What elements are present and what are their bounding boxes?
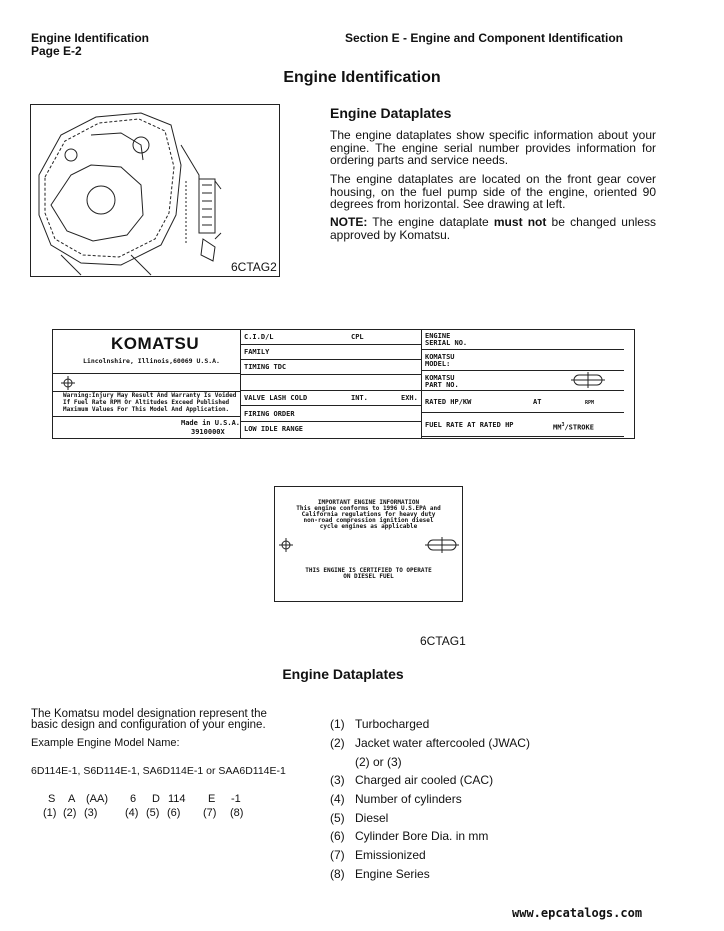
code-letter: D [152, 793, 160, 805]
dataplates-note [330, 216, 656, 241]
plate-made-in: Made in U.S.A. [181, 419, 241, 427]
emissions-line-6: THIS ENGINE IS CERTIFIED TO OPERATE [305, 567, 432, 574]
stroke-label: /STROKE [564, 423, 594, 432]
legend-num: (4) [330, 792, 345, 806]
code-number: (1) [43, 807, 57, 819]
dataplates-paragraph-1: The engine dataplates show specific information about your engine. The engine serial number provides information for ordering parts and service needs. [330, 128, 656, 167]
field-at: AT [533, 398, 542, 406]
legend-item [330, 717, 429, 731]
legend-num: (8) [330, 867, 345, 881]
emissions-line-7: ON DIESEL FUEL [343, 573, 394, 580]
field-timing: TIMING TDC [244, 363, 287, 371]
legend-num: (6) [330, 829, 345, 843]
field-exh: EXH. [401, 394, 418, 402]
note-text-a: The engine dataplate [367, 215, 494, 229]
watermark-link[interactable]: www.epcatalogs.com [512, 906, 643, 920]
field-stroke [553, 421, 594, 431]
field-model-a: KOMATSU [425, 353, 455, 361]
legend-text: Cylinder Bore Dia. in mm [355, 829, 489, 843]
legend-text: Jacket water aftercooled (JWAC) [355, 736, 530, 750]
legend-text: Turbocharged [355, 717, 430, 731]
stroke-sup: 3 [561, 422, 565, 428]
section-heading: Engine Dataplates [282, 666, 404, 682]
legend-item [330, 867, 430, 881]
mounting-hole-icon [61, 376, 75, 390]
note-label: NOTE: [330, 215, 368, 229]
figure-label: 6CTAG1 [420, 634, 466, 648]
code-number: (6) [167, 807, 181, 819]
engine-gear-cover-illustration [31, 105, 279, 276]
plate-warning: Warning:Injury May Result And Warranty Is Voided If Fuel Rate RPM Or Altitudes Exceed Published Maximum Values For This Model And Application. [63, 392, 237, 413]
field-part-b: PART NO. [425, 381, 459, 389]
field-valve-lash: VALVE LASH COLD [244, 394, 308, 402]
emissions-line-3: California regulations for heavy duty [301, 511, 436, 518]
legend-item [330, 829, 488, 843]
legend-item [330, 736, 530, 750]
example-models: 6D114E-1, S6D114E-1, SA6D114E-1 or SAA6D114E-1 [31, 765, 286, 777]
code-letter: A [68, 793, 76, 805]
field-firing-order: FIRING ORDER [244, 410, 295, 418]
legend-num: (1) [330, 717, 345, 731]
dataplates-heading: Engine Dataplates [330, 105, 452, 121]
legend-text: (2) or (3) [355, 755, 402, 769]
legend-text: Engine Series [355, 867, 430, 881]
example-label: Example Engine Model Name: [31, 737, 180, 749]
legend-num [330, 755, 355, 769]
legend-text: Diesel [355, 811, 389, 825]
legend-item [330, 773, 493, 787]
field-rpm: RPM [585, 400, 595, 406]
code-letter: -1 [231, 793, 241, 805]
legend-text: Charged air cooled (CAC) [355, 773, 494, 787]
page-number: Page E-2 [31, 44, 82, 58]
plate-part-number: 3910000X [191, 428, 225, 436]
legend-item [330, 755, 402, 769]
komatsu-logo: KOMATSU [111, 334, 200, 353]
slot-hole-icon [425, 537, 459, 553]
legend-item [330, 811, 388, 825]
field-serial-b: SERIAL NO. [425, 339, 468, 347]
slot-hole-icon [571, 372, 605, 388]
plate-address: Lincolnshire, Illinois,60069 U.S.A. [83, 357, 220, 365]
running-header-title: Engine Identification [31, 31, 150, 45]
legend-item [330, 848, 426, 862]
legend-num: (5) [330, 811, 345, 825]
note-emphasis: must not [493, 215, 547, 229]
field-low-idle: LOW IDLE RANGE [244, 425, 304, 433]
code-number: (2) [63, 807, 77, 819]
code-letter: E [208, 793, 216, 805]
code-number: (5) [146, 807, 160, 819]
code-number: (8) [230, 807, 244, 819]
legend-text: Number of cylinders [355, 792, 462, 806]
emissions-line-2: This engine conforms to 1996 U.S.EPA and [296, 505, 441, 512]
code-letter: 6 [130, 793, 137, 805]
field-serial-a: ENGINE [425, 332, 451, 340]
field-family: FAMILY [244, 348, 270, 356]
legend-item [330, 792, 462, 806]
field-rated-hp: RATED HP/KW [425, 398, 472, 406]
legend-text: Emissionized [355, 848, 426, 862]
field-part-a: KOMATSU [425, 374, 455, 382]
dataplates-paragraph-2: The engine dataplates are located on the front gear cover housing, on the fuel pump side of the engine, oriented 90 degrees from horizontal. See drawing at left. [330, 172, 656, 211]
emissions-dataplate [274, 486, 463, 602]
legend-num: (7) [330, 848, 345, 862]
code-number: (3) [84, 807, 98, 819]
code-number: (7) [203, 807, 217, 819]
field-fuel-rate: FUEL RATE AT RATED HP [425, 421, 514, 429]
designation-intro: The Komatsu model designation represent the basic design and configuration of your engine. [31, 708, 267, 731]
code-letter: (AA) [86, 793, 108, 805]
code-letter: 114 [168, 793, 186, 805]
section-title: Section E - Engine and Component Identification [345, 31, 624, 45]
field-cpl: CPL [351, 333, 364, 341]
code-letter: S [48, 793, 56, 805]
note-text-b: be changed unless approved by Komatsu. [330, 215, 656, 242]
field-model-b: MODEL: [425, 360, 451, 368]
field-int: INT. [351, 394, 368, 402]
emissions-line-1: IMPORTANT ENGINE INFORMATION [317, 499, 420, 506]
mounting-hole-icon [279, 538, 293, 552]
field-cid: C.I.D/L [244, 333, 274, 341]
page-title: Engine Identification [283, 69, 441, 86]
figure-label: 6CTAG2 [231, 260, 277, 274]
legend-num: (3) [330, 773, 345, 787]
engine-dataplate-main [52, 329, 635, 439]
emissions-line-5: cycle engines as applicable [319, 523, 418, 530]
engine-drawing-figure [30, 104, 280, 277]
legend-num: (2) [330, 736, 345, 750]
stroke-unit: MM [553, 423, 562, 432]
emissions-line-4: non-road compression ignition diesel [303, 517, 434, 524]
code-number: (4) [125, 807, 139, 819]
